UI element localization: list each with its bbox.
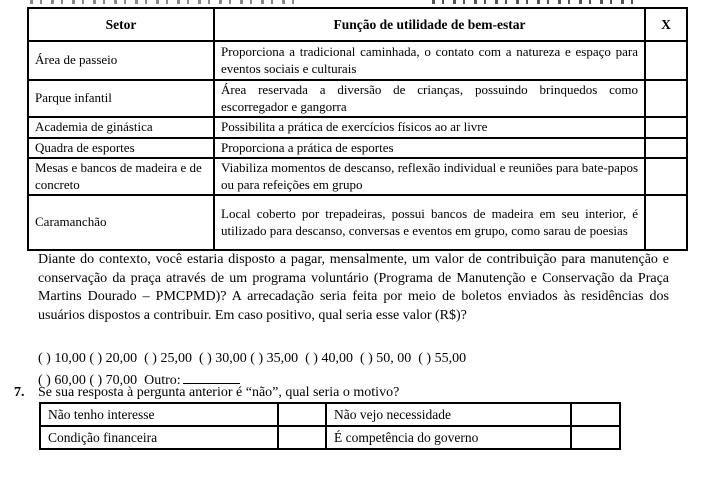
payment-question-paragraph: Diante do contexto, você estaria disposto a pagar, mensalmente, um valor de contribuição para manutenção e conservação da praça através de um programa voluntário (Programa de Manutenção e Conservação da Praça Martins Dourado – PMCPMD)? A arrecadação seria feita por meio de boletos enviados às residências dos usuários dispostos a contribuir. Em caso positivo, qual seria esse valor (R$)? [38, 252, 669, 323]
column-header-x: X [645, 8, 687, 41]
x-mark-cell [645, 158, 687, 195]
payment-options-line1: ( ) 10,00 ( ) 20,00 ( ) 25,00 ( ) 30,00 ( ) 35,00 ( ) 40,00 ( ) 50, 00 ( ) 55,00 [38, 351, 467, 366]
payment-options-line2-text: ( ) 60,00 ( ) 70,00 Outro: [38, 373, 181, 388]
setor-cell: Parque infantil [28, 80, 214, 117]
table-row [40, 426, 620, 449]
setor-cell: Mesas e bancos de madeira e de concreto [28, 158, 214, 195]
table-row [28, 195, 687, 250]
reason-mark-cell [278, 426, 326, 449]
funcao-cell: Viabiliza momentos de descanso, reflexão individual e reuniões para bate-papos ou para refeições em grupo [214, 158, 645, 195]
reason-cell: Não vejo necessidade [326, 403, 571, 426]
clipped-text-sliver-left [30, 0, 302, 4]
table-row [28, 117, 687, 138]
setor-cell: Caramanchão [28, 195, 214, 250]
setor-cell: Academia de ginástica [28, 117, 214, 138]
table-row [28, 138, 687, 159]
clipped-text-sliver-right [432, 0, 640, 4]
reason-mark-cell [278, 403, 326, 426]
x-mark-cell [645, 80, 687, 117]
reason-cell: Não tenho interesse [40, 403, 278, 426]
outro-blank-line [183, 370, 240, 384]
table-row [28, 158, 687, 195]
welfare-header-row [28, 8, 687, 41]
reason-cell: É competência do governo [326, 426, 571, 449]
funcao-cell: Proporciona a tradicional caminhada, o contato com a natureza e espaço para eventos sociais e culturais [214, 41, 645, 80]
reason-mark-cell [571, 426, 620, 449]
reasons-table [39, 402, 621, 450]
x-mark-cell [645, 195, 687, 250]
x-mark-cell [645, 117, 687, 138]
reason-mark-cell [571, 403, 620, 426]
setor-cell: Quadra de esportes [28, 138, 214, 159]
question7-text: Se sua resposta à pergunta anterior é “não”, qual seria o motivo? [38, 385, 400, 400]
column-header-setor: Setor [28, 8, 214, 41]
funcao-cell: Local coberto por trepadeiras, possui bancos de madeira em seu interior, é utilizado para descanso, conversas e eventos em grupo, como sarau de poesias [214, 195, 645, 250]
funcao-cell: Área reservada a diversão de crianças, possuindo brinquedos como escorregador e gangorra [214, 80, 645, 117]
column-header-funcao: Função de utilidade de bem-estar [214, 8, 645, 41]
funcao-cell: Possibilita a prática de exercícios físicos ao ar livre [214, 117, 645, 138]
x-mark-cell [645, 138, 687, 159]
table-row [40, 403, 620, 426]
question7-number: 7. [14, 385, 25, 400]
table-row [28, 41, 687, 80]
setor-cell: Área de passeio [28, 41, 214, 80]
funcao-cell: Proporciona a prática de esportes [214, 138, 645, 159]
welfare-functions-table [27, 7, 688, 251]
table-row [28, 80, 687, 117]
reason-cell: Condição financeira [40, 426, 278, 449]
x-mark-cell [645, 41, 687, 80]
